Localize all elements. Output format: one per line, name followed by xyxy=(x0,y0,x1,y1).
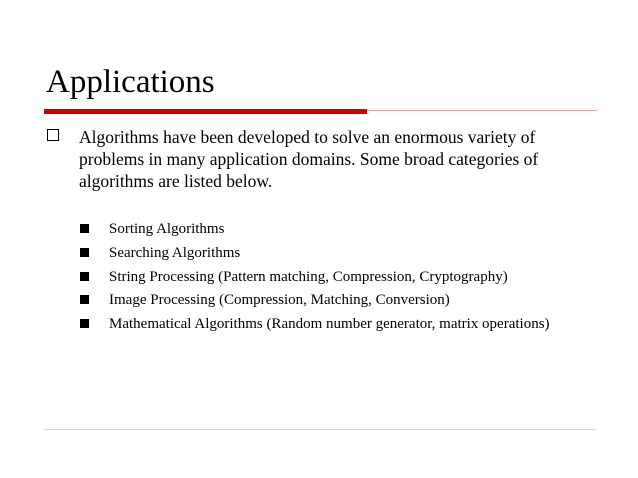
list-item-label: String Processing (Pattern matching, Compression, Cryptography) xyxy=(109,268,508,285)
list-item-label: Sorting Algorithms xyxy=(109,221,225,237)
list-item-label: Searching Algorithms xyxy=(109,244,241,261)
filled-square-bullet-icon xyxy=(80,295,89,304)
filled-square-bullet-icon xyxy=(80,319,89,328)
hollow-square-bullet-icon xyxy=(47,129,59,141)
filled-square-bullet-icon xyxy=(80,272,89,281)
main-bullet-text: Algorithms have been developed to solve an enormous variety of problems in many application domains. Some broad categories of algorithms are listed below. xyxy=(79,127,539,191)
slide-title: Applications xyxy=(46,64,215,100)
footer-divider xyxy=(44,429,596,430)
filled-square-bullet-icon xyxy=(80,224,89,233)
filled-square-bullet-icon xyxy=(80,248,89,257)
title-underline-accent xyxy=(44,109,367,114)
list-item-label: Mathematical Algorithms (Random number generator, matrix operations) xyxy=(109,316,550,333)
list-item-label: Image Processing (Compression, Matching, Conversion) xyxy=(109,292,450,309)
